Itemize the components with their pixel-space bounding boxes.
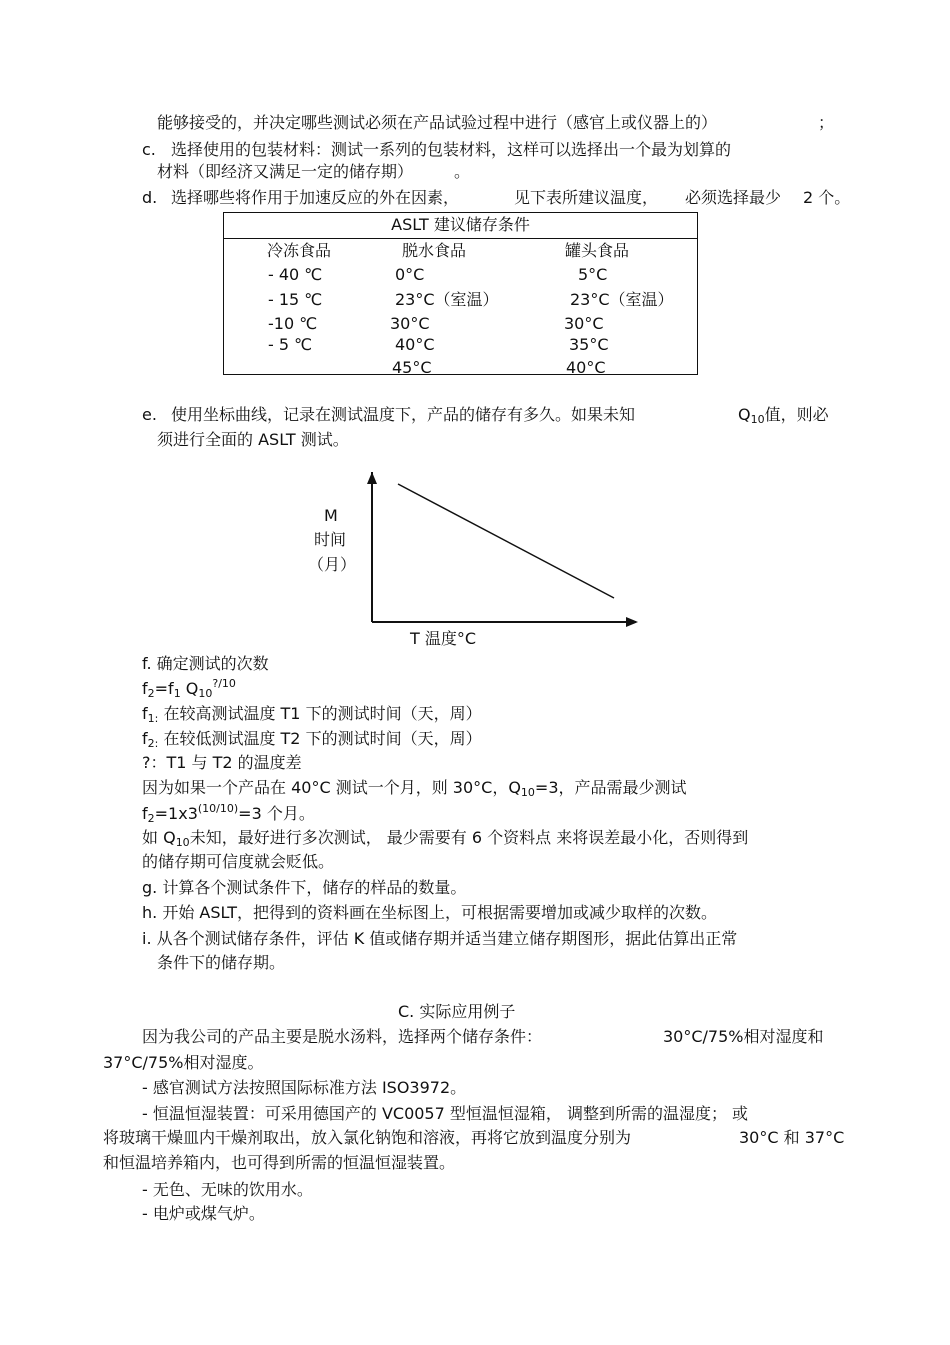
delta-definition: ?：T1 与 T2 的温度差	[142, 753, 302, 772]
item-d-text-3: 必须选择最少	[685, 188, 782, 207]
q-subscript: 10	[198, 687, 213, 700]
table-cell-dehydrated: 23°C（室温）	[395, 290, 499, 309]
aslt-storage-table	[223, 212, 698, 375]
time-temperature-diagram	[300, 462, 660, 658]
y-label-m: M	[324, 506, 338, 525]
item-i-continuation: 条件下的储存期。	[157, 953, 286, 972]
x-label: T 温度°C	[410, 629, 477, 648]
example-formula	[142, 804, 315, 826]
section-c-paragraph-3: 37°C/75%相对湿度。	[103, 1053, 264, 1072]
formula-result: =3 个月。	[238, 804, 315, 823]
example-text-end: =3，产品需最少测试	[534, 778, 687, 797]
q-subscript: 10	[750, 413, 765, 426]
table-cell-dehydrated: 0°C	[395, 265, 425, 284]
table-cell-canned: 40°C	[566, 358, 606, 377]
item-e-marker: e.	[142, 405, 157, 424]
y-axis-arrow	[367, 472, 377, 484]
table-cell-dehydrated: 45°C	[392, 358, 432, 377]
exponent: ?/10	[212, 677, 236, 690]
example-line	[142, 778, 687, 800]
bullet-humidity-device: - 恒温恒湿装置：可采用德国产的 VC0057 型恒温恒湿箱， 调整到所需的温湿度； 或	[142, 1104, 749, 1123]
y-label-unit: （月）	[308, 555, 357, 574]
bullet-humidity-device-3: 30°C 和 37°C	[739, 1128, 845, 1147]
q-symbol: Q	[180, 679, 199, 698]
f1-definition	[142, 704, 482, 726]
table-cell-frozen: - 40 ℃	[268, 265, 323, 284]
f-subscript: 2	[147, 812, 155, 825]
item-c-text: 选择使用的包装材料：测试一系列的包装材料，这样可以选择出一个最为划算的	[171, 140, 732, 159]
item-d-marker: d.	[142, 188, 158, 207]
bullet-humidity-device-2: 将玻璃干燥皿内干燥剂取出，放入氯化钠饱和溶液，再将它放到温度分别为	[103, 1128, 632, 1147]
f-subscript: 2:	[147, 737, 159, 750]
item-e-text-2: 值，则必	[764, 405, 829, 424]
f-subscript: 1:	[147, 712, 159, 725]
table-cell-canned: 23°C（室温）	[570, 290, 674, 309]
f-symbol: f	[142, 704, 148, 723]
item-e-continuation: 须进行全面的 ASLT 测试。	[157, 430, 349, 449]
table-cell-canned: 5°C	[578, 265, 608, 284]
example-text: 因为如果一个产品在 40°C 测试一个月，则 30°C，Q	[142, 778, 521, 797]
f1-text: 在较高测试温度 T1 下的测试时间（天，周）	[158, 704, 482, 723]
item-i: i. 从各个测试储存条件，评估 K 值或储存期并适当建立储存期图形，据此估算出正常	[142, 929, 738, 948]
section-c-paragraph-2: 30°C/75%相对湿度和	[663, 1027, 824, 1046]
table-title: ASLT 建议储存条件	[391, 215, 530, 234]
table-cell-dehydrated: 30°C	[390, 314, 430, 333]
text-line-end: ；	[818, 113, 835, 132]
table-cell-frozen: - 15 ℃	[268, 290, 323, 309]
f-symbol: f	[142, 804, 148, 823]
q-subscript: 10	[175, 836, 190, 849]
table-cell-frozen: - 5 ℃	[268, 335, 313, 354]
f2-definition	[142, 729, 482, 751]
item-c-end: 。	[454, 162, 471, 181]
table-header-dehydrated: 脱水食品	[402, 241, 467, 260]
table-header-frozen: 冷冻食品	[267, 241, 332, 260]
table-cell-canned: 35°C	[569, 335, 609, 354]
bullet-water: - 无色、无味的饮用水。	[142, 1180, 313, 1199]
item-h: h. 开始 ASLT，把得到的资料画在坐标图上，可根据需要增加或减少取样的次数。	[142, 903, 717, 922]
text-line-acceptable: 能够接受的，并决定哪些测试必须在产品试验过程中进行（感官上或仪器上的）	[157, 113, 718, 132]
bullet-sensory-test: - 感官测试方法按照国际标准方法 ISO3972。	[142, 1078, 467, 1097]
y-label-time: 时间	[314, 530, 347, 549]
item-d-number: 2 个。	[803, 188, 851, 207]
f-equals: =f	[154, 679, 174, 698]
table-cell-frozen: -10 ℃	[268, 314, 318, 333]
item-e-text: 使用坐标曲线，记录在测试温度下，产品的储存有多久。如果未知	[171, 405, 636, 424]
exponent: (10/10)	[197, 802, 239, 815]
table-divider	[224, 238, 697, 239]
formula-q10	[142, 679, 236, 701]
f-symbol: f	[142, 729, 148, 748]
q-subscript: 10	[520, 786, 535, 799]
table-cell-canned: 30°C	[564, 314, 604, 333]
item-d-text: 选择哪些将作用于加速反应的外在因素，	[171, 188, 460, 207]
f-symbol: f	[142, 679, 148, 698]
note-line	[142, 828, 748, 850]
bullet-humidity-device-4: 和恒温培养箱内，也可得到所需的恒温恒湿装置。	[103, 1153, 456, 1172]
f-subscript: 1	[173, 687, 181, 700]
section-c-paragraph: 因为我公司的产品主要是脱水汤料，选择两个储存条件：	[142, 1027, 543, 1046]
table-cell-dehydrated: 40°C	[395, 335, 435, 354]
f-subscript: 2	[147, 687, 155, 700]
section-c-heading: C. 实际应用例子	[398, 1002, 516, 1021]
item-f-title: f. 确定测试的次数	[142, 654, 269, 673]
note-line-2: 的储存期可信度就会贬低。	[142, 852, 335, 871]
q-symbol: Q	[738, 405, 751, 424]
item-e-q10	[738, 405, 829, 427]
f2-text: 在较低测试温度 T2 下的测试时间（天，周）	[158, 729, 482, 748]
note-text: 如 Q	[142, 828, 176, 847]
trend-line	[398, 484, 614, 598]
table-header-canned: 罐头食品	[565, 241, 630, 260]
item-c-continuation: 材料（即经济又满足一定的储存期）	[157, 162, 414, 181]
formula-base: =1x3	[154, 804, 198, 823]
note-text-2: 未知，最好进行多次测试， 最少需要有 6 个资料点 来将误差最小化，否则得到	[189, 828, 749, 847]
item-g: g. 计算各个测试条件下，储存的样品的数量。	[142, 878, 467, 897]
x-axis-arrow	[626, 617, 638, 627]
bullet-stove: - 电炉或煤气炉。	[142, 1204, 265, 1223]
item-d-text-2: 见下表所建议温度，	[514, 188, 659, 207]
item-c-marker: c.	[142, 140, 156, 159]
